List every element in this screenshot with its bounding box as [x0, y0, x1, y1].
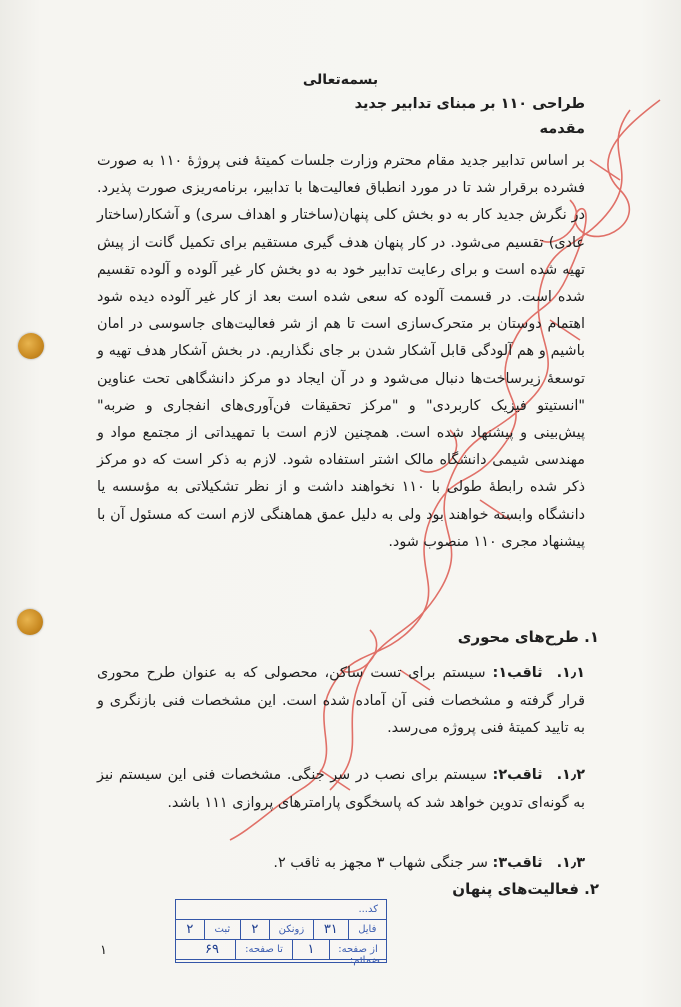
item-number: ۱٫۳. — [556, 855, 585, 871]
item-label: ثاقب۱: — [492, 665, 543, 681]
intro-heading: مقدمه — [539, 121, 585, 137]
from-page-value: ۱ — [307, 942, 315, 957]
document-subtitle: طراحی ۱۱۰ بر مبنای تدابیر جدید — [354, 96, 585, 112]
binder-hole-bottom — [17, 609, 43, 635]
file-record-stamp — [175, 899, 387, 966]
file-value: ۳۱ — [323, 922, 338, 937]
item-number: ۱٫۲. — [556, 767, 585, 783]
folder-value: ۲ — [251, 922, 259, 937]
item-text: سر جنگی شهاب ۳ مجهز به ثاقب ۲. — [273, 855, 493, 871]
item-label: ثاقب۲: — [492, 767, 543, 783]
section-item — [97, 762, 585, 817]
section-2-title: ۲. فعالیت‌های پنهان — [452, 880, 599, 898]
record-value: ۲ — [186, 922, 194, 937]
attachment-label: ضمائم: — [349, 955, 380, 966]
section-1-title: ۱. طرح‌های محوری — [457, 628, 599, 646]
intro-paragraph: بر اساس تدابیر جدید مقام محترم وزارت جلسات کمیتهٔ فنی پروژهٔ ۱۱۰ به صورت فشرده برقرار شد تا در مورد انطباق فعالیت‌ها با تدابیر، برنامه‌ریزی صورت پذیرد. در نگرش جدید کار به دو بخش کلی پنهان(ساختار و اهداف سری) و آشکار(ساختار عادی) تقسیم می‌شود. در کار پنهان هدف گیری مستقیم برای تکمیل گانت از پیش تهیه شده است و برای رعایت تدابیر خود به دو بخش کار غیر آلوده و آلوده تقسیم شده است. در قسمت آلوده که سعی شده است بعد از کار غیر آلوده دیده شود اهتمام دوستان بر متحرک‌سازی است تا هم از شر فعالیت‌های جاسوسی در امان باشیم و هم آلودگی قابل آشکار شدن بر جای نگذاریم. در بخش آشکار هدف تهیه و توسعهٔ زیرساخت‌ها دنبال می‌شود و در آن ایجاد دو مرکز دانشگاهی تحت عناوین "انستیتو فیزیک کاربردی" و "مرکز تحقیقات فن‌آوری‌های انفجاری و ضربه" پیش‌بینی و پیشنهاد شده است. همچنین لازم است با تمهیداتی از مجتمع مواد و مهندسی شیمی دانشگاه مالک اشتر استفاده شود. لازم به ذکر است که دو مرکز ذکر شده رابطهٔ طولی با ۱۱۰ نخواهند داشت و از نظر تشکیلاتی به مؤسسه یا دانشگاه وابسته خواهند بود ولی به دلیل عمق هماهنگی لازم است که مسئول آن با پیشنهاد مجری ۱۱۰ منصوب شود. — [97, 153, 586, 550]
item-text: سیستم برای نصب در سر جنگی. مشخصات فنی این سیستم نیز به گونه‌ای تدوین خواهد شد که پاسخگوی پارامترهای پروازی ۱۱۱ باشد. — [97, 767, 585, 811]
record-label: ثبت — [214, 924, 231, 935]
to-page-label: تا صفحه: — [245, 944, 283, 955]
section-item — [97, 850, 585, 878]
code-label: کد... — [358, 904, 378, 915]
file-label: فایل — [358, 924, 377, 935]
item-label: ثاقب۳: — [492, 855, 543, 871]
item-text: سیستم برای تست ساکن، محصولی که به عنوان طرح محوری قرار گرفته و مشخصات فنی آن آماده شده است. این مشخصات فنی بازنگری و به تایید کمیتهٔ فنی پروژه می‌رسد. — [97, 665, 585, 736]
folder-label: زونکن — [278, 924, 305, 935]
item-number: ۱٫۱. — [556, 665, 585, 681]
from-page-label: از صفحه: — [338, 944, 378, 955]
document-header: بسمه‌تعالی — [302, 72, 379, 88]
section-item — [97, 660, 585, 743]
page-number: ۱ — [100, 943, 107, 958]
binder-hole-top — [18, 333, 44, 359]
to-page-value: ۶۹ — [205, 942, 219, 957]
